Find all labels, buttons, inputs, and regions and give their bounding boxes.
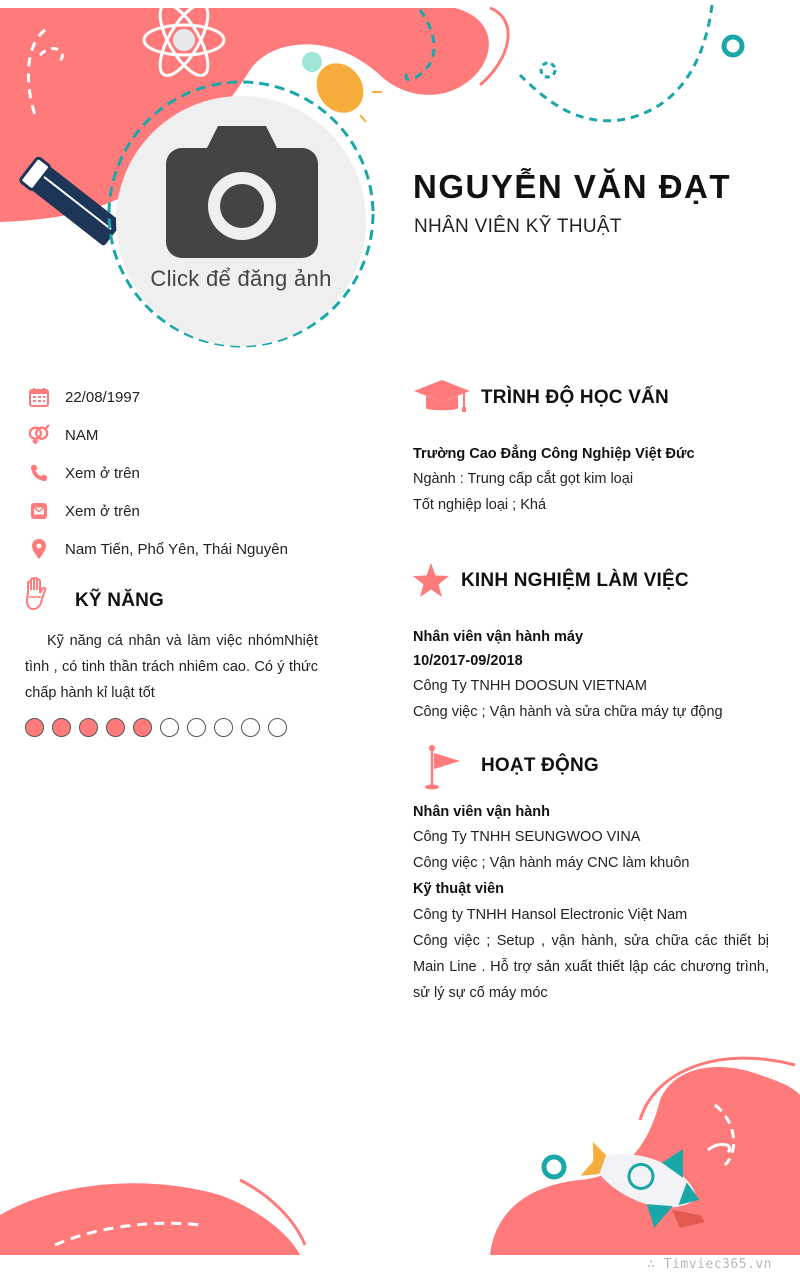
calendar-icon (28, 386, 50, 408)
phone-value: Xem ở trên (65, 464, 140, 482)
skill-rating (25, 718, 287, 737)
candidate-name: NGUYỄN VĂN ĐẠT (413, 168, 732, 205)
rating-dot (25, 718, 44, 737)
activity-2-duty: Công việc ; Setup , vận hành, sửa chữa các thiết bị Main Line . Hỗ trợ sản xuất thiết lập các chương trình, sử lý sự cố máy móc (413, 933, 769, 1001)
gender-value: NAM (65, 426, 99, 444)
experience-position: Nhân viên vận hành máy (413, 629, 584, 645)
activities-title: HOẠT ĐỘNG (481, 755, 599, 776)
bottom-left-pink-blob (0, 1183, 300, 1255)
email-icon (28, 500, 50, 522)
camera-icon (166, 126, 318, 258)
rating-dot (268, 718, 287, 737)
rating-dot (214, 718, 233, 737)
location-pin-icon (28, 538, 50, 560)
star-icon (413, 563, 449, 602)
experience-title: KINH NGHIỆM LÀM VIỆC (461, 570, 689, 591)
flag-icon (424, 745, 464, 796)
activity-1-position: Nhân viên vận hành (413, 804, 550, 820)
experience-duty: Công việc ; Vận hành và sửa chữa máy tự động (413, 704, 723, 720)
avatar-upload-label: Click để đăng ảnh (150, 266, 332, 291)
rating-dot (52, 718, 71, 737)
education-title: TRÌNH ĐỘ HỌC VẤN (481, 387, 669, 408)
contact-gender (28, 423, 98, 447)
activity-1-company: Công Ty TNHH SEUNGWOO VINA (413, 829, 641, 845)
avatar-upload[interactable] (116, 96, 366, 346)
rating-dot (187, 718, 206, 737)
experience-company: Công Ty TNHH DOOSUN VIETNAM (413, 678, 647, 694)
phone-icon (28, 462, 50, 484)
rating-dot (106, 718, 125, 737)
gender-icon (28, 424, 50, 446)
skills-description: Kỹ năng cá nhân và làm việc nhómNhiệt tình , có tinh thần trách nhiêm cao. Có ý thức chấp hành kỉ luật tốt (25, 633, 318, 701)
rating-dot (79, 718, 98, 737)
birthday-value: 22/08/1997 (65, 388, 141, 406)
skills-title: KỸ NĂNG (75, 590, 165, 611)
experience-period: 10/2017-09/2018 (413, 653, 523, 669)
watermark-text: Timviec365.vn (663, 1257, 772, 1272)
rating-dot (133, 718, 152, 737)
rating-dot (160, 718, 179, 737)
activity-2-position: Kỹ thuật viên (413, 881, 505, 897)
contact-email (28, 499, 140, 523)
email-value: Xem ở trên (65, 502, 140, 520)
contact-phone (28, 461, 140, 485)
education-school: Trường Cao Đẳng Công Nghiệp Việt Đức (413, 446, 695, 462)
watermark: ∴ Timviec365.vn (647, 1257, 772, 1272)
education-major: Ngành : Trung cấp cắt gọt kim loại (413, 471, 634, 487)
hand-icon (24, 577, 50, 616)
contact-birthday (28, 385, 140, 409)
rating-dot (241, 718, 260, 737)
address-value: Nam Tiến, Phổ Yên, Thái Nguyên (65, 540, 288, 558)
activity-1-duty: Công việc ; Vận hành máy CNC làm khuôn (413, 855, 690, 871)
job-title: NHÂN VIÊN KỸ THUẬT (414, 216, 622, 237)
education-grade: Tốt nghiệp loại ; Khá (413, 497, 547, 513)
graduation-cap-icon (414, 380, 470, 419)
activity-2-company: Công ty TNHH Hansol Electronic Việt Nam (413, 907, 688, 923)
contact-address (28, 537, 288, 561)
